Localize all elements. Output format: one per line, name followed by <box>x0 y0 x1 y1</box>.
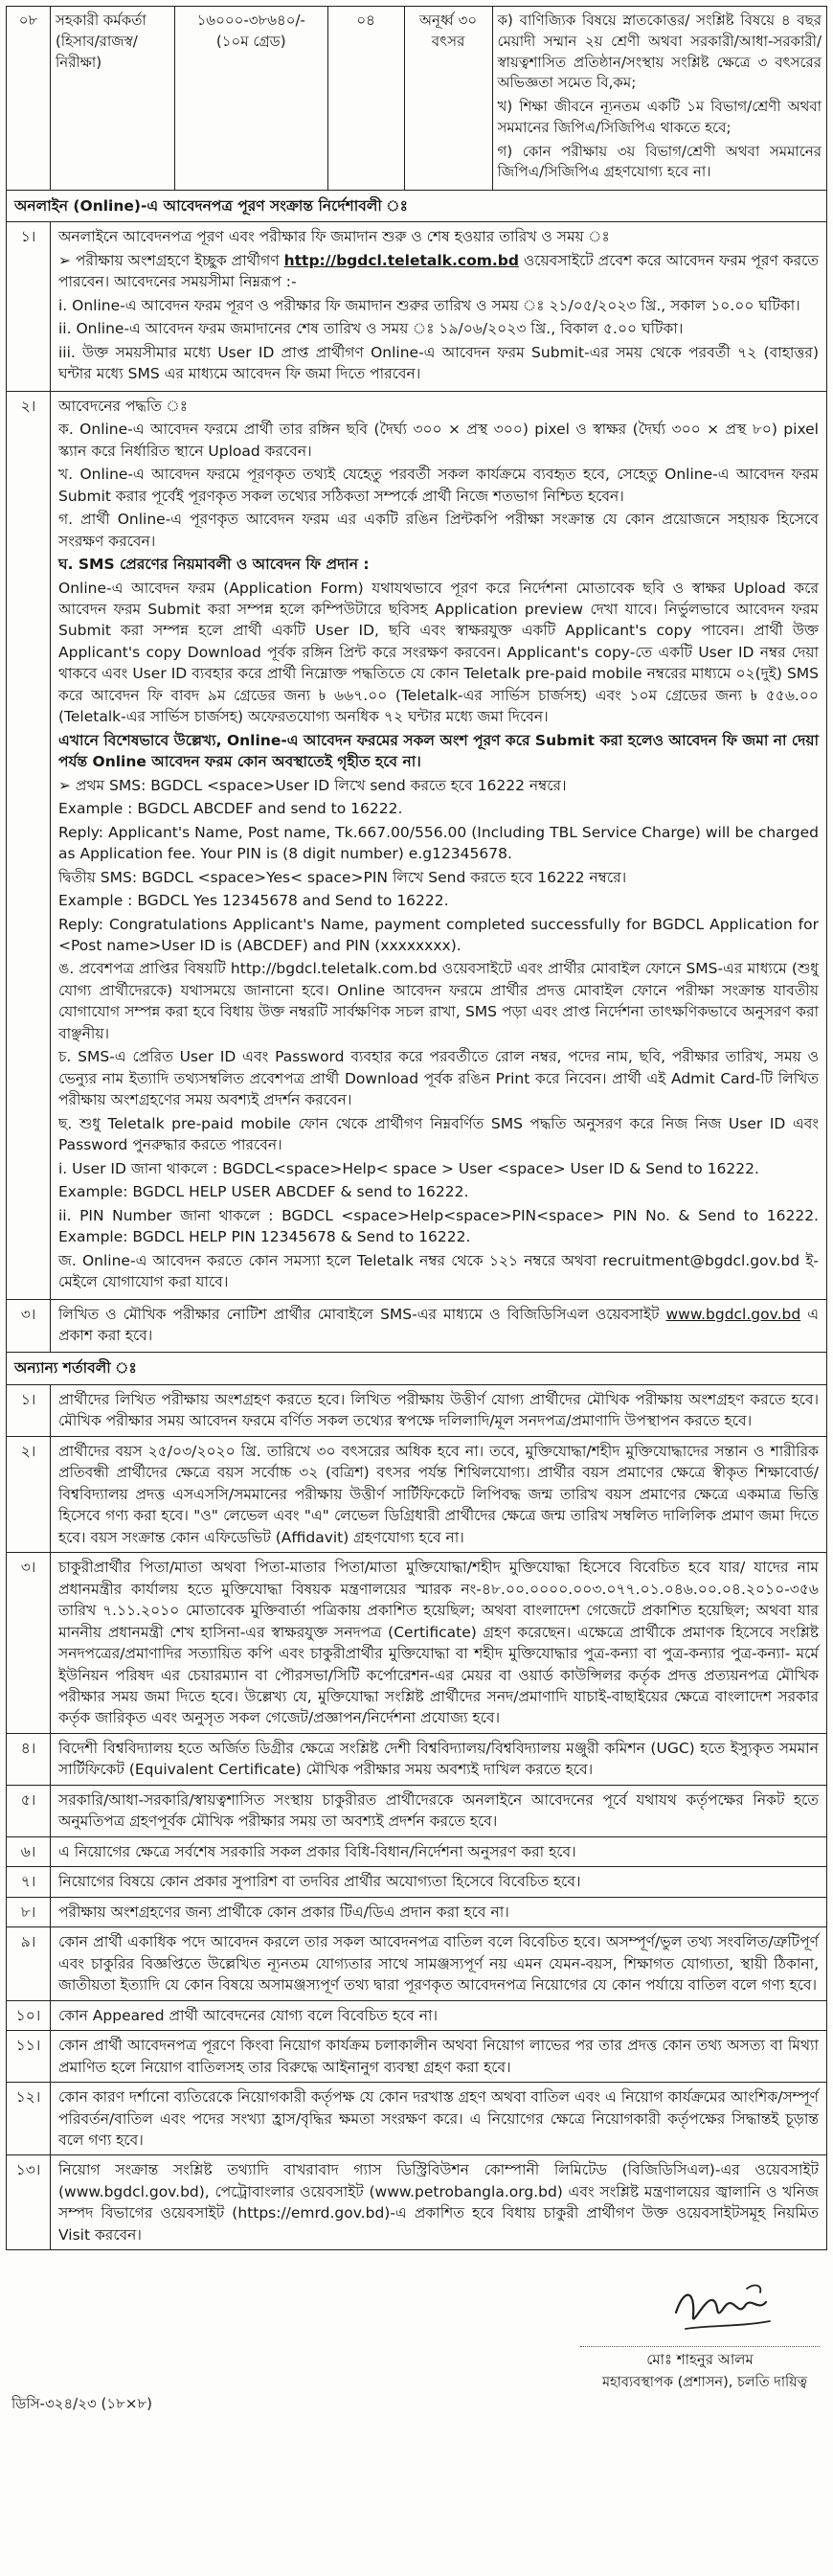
condition-text: কোন Appeared প্রার্থী আবেদনের যোগ্য বলে বিবেচিত হবে না। <box>58 2006 439 2024</box>
instruction-row <box>7 1300 826 1353</box>
age-limit-cell: অনূর্ধ্ব ৩০ বৎসর <box>404 7 492 191</box>
second-sms-reply: Reply: Congratulations Applicant's Name, payment completed successfully for BGDCL Application for <Post name>User ID is (ABCDEF) and PIN (xxxxxxxx). <box>58 915 819 954</box>
condition-text: কোন প্রার্থী আবেদনপত্র পূরণে কিংবা নিয়োগ কার্যক্রম চলাকালীন অথবা নিয়োগ লাভের পর তার প্রদত্ত কোন তথ্য অসত্য বা মিথ্যা প্রমাণিত হলে নিয়োগ বাতিলসহ তার বিরুদ্ধে আইনানুগ ব্যবস্থা গ্রহণ করা হবে। <box>58 2037 819 2076</box>
signature-line <box>580 2346 820 2347</box>
qualification-item: খ) শিক্ষা জীবনে ন্যূনতম একটি ১ম বিভাগ/শ্রেণী অথবা সমমানের জিপিএ/সিজিপিএ থাকতে হবে; <box>497 98 822 136</box>
recover-user-id-example: Example: BGDCL HELP USER ABCDEF & send to 16222. <box>58 1183 469 1201</box>
method-chh: ছ. শুধু Teletalk pre-paid mobile ফোন থেকে প্রার্থীগণ নিম্নবর্ণিত SMS পদ্ধতি অনুসরণ করে নিজ নিজ User ID এবং Password পুনরুদ্ধার করতে পারবেন। <box>58 1114 819 1154</box>
condition-text: কোন প্রার্থী একাধিক পদে আবেদন করলে তার সকল আবেদনপত্র বাতিল বলে বিবেচিত হবে। অসম্পূর্ণ/ভুল তথ্য সংবলিত/ত্রুটিপূর্ণ এবং চাকুরির বিজ্ঞপ্তিতে উল্লেখিত ন্যূনতম যোগ্যতার সাথে সামঞ্জস্যপূর্ণ নয় এমন যেমন-বয়স, শিক্ষাগত যোগ্যতা, স্থায়ী ঠিকানা, জাতীয়তা ইত্যাদি যে কোন বিষয়ে অসামঞ্জস্যপূর্ণ তথ্য দ্বারা পূরণকৃত আবেদনপত্র নিয়োগের যে কোন পর্যায়ে বাতিল বলে গণ্য হবে। <box>58 1933 819 1995</box>
condition-number: ১১। <box>7 2031 51 2082</box>
instruction-body <box>51 392 826 1299</box>
instruction-body <box>51 222 826 390</box>
instruction-row <box>7 222 826 391</box>
condition-number: ১। <box>7 1385 51 1436</box>
condition-number: ৬। <box>7 1837 51 1866</box>
condition-number: ২। <box>7 1437 51 1552</box>
apply-intro-text: ওয়েবসাইটে প্রবেশ করে আবেদন ফরম পূরণ করতে পারবেন। আবেদনের সময়সীমা নিম্নরূপ :- <box>58 251 819 291</box>
condition-number: ১০। <box>7 2001 51 2030</box>
method-j: জ. Online-এ আবেদন করতে কোন সমস্যা হলে Teletalk নম্বর থেকে ১২১ নম্বরে অথবা recruitment@bgdcl.gov.bd ই-মেইলে যোগাযোগ করা যাবে। <box>58 1251 819 1291</box>
post-name-cell: সহকারী কর্মকর্তা (হিসাব/রাজস্ব/ নিরীক্ষা) <box>50 7 174 191</box>
second-sms: দ্বিতীয় SMS: BGDCL <space>Yes< space>PIN লিখে Send করতে হবে 16222 নম্বরে। <box>58 868 627 886</box>
condition-number: ৫। <box>7 1786 51 1836</box>
condition-text: কোন কারণ দর্শানো ব্যতিরেকে নিয়োগকারী কর্তৃপক্ষ যে কোন দরখাস্ত গ্রহণ অথবা বাতিল এবং এ নিয়োগ কার্যক্রমের আংশিক/সম্পূর্ণ পরিবর্তন/বাতিল এবং পদের সংখ্যা হ্রাস/বৃদ্ধির ক্ষমতা সংরক্ষণ করে। এ নিয়োগের ক্ষেত্রে নিয়োগকারী কর্তৃপক্ষের সিদ্ধান্তই চূড়ান্ত বলে গণ্য হবে। <box>58 2088 819 2149</box>
online-instructions <box>6 191 827 1353</box>
second-sms-example: Example : BGDCL Yes 12345678 and Send to 16222. <box>58 892 449 910</box>
apply-intro-text: ➢ পরীক্ষায় অংশগ্রহণে ইচ্ছুক প্রার্থীগণ <box>58 251 284 269</box>
recover-pin: ii. PIN Number জানা থাকলে : BGDCL <space>Help<space>PIN<space> PIN No. & Send to 16222. Example: BGDCL HELP PIN 12345678 & Send to 16222. <box>58 1206 819 1246</box>
item-number: ১। <box>7 222 51 390</box>
table-row <box>7 7 827 191</box>
condition-row <box>7 1898 826 1927</box>
condition-number: ৯। <box>7 1927 51 1999</box>
condition-row <box>7 1734 826 1786</box>
condition-number: ৮। <box>7 1898 51 1926</box>
condition-row <box>7 1437 826 1553</box>
apply-intro <box>58 250 819 293</box>
conditions-list <box>7 1385 826 2249</box>
exam-notice <box>58 1304 819 1347</box>
publication-code: ডিসি-৩২৪/২৩ (১৮×৮) <box>11 2395 152 2413</box>
instruction-row <box>7 392 826 1300</box>
condition-text: নিয়োগের বিষয়ে কোন প্রকার সুপারিশ বা তদবির প্রার্থীর অযোগ্যতা হিসেবে বিবেচিত হবে। <box>58 1873 581 1891</box>
condition-row <box>7 2001 826 2031</box>
condition-number: ৭। <box>7 1867 51 1896</box>
first-sms-example: Example : BGDCL ABCDEF and send to 16222. <box>58 800 403 818</box>
signatory-name: মোঃ শাহনুর আলম <box>646 2351 754 2369</box>
condition-row <box>7 1553 826 1734</box>
serial-cell: ০৮ <box>7 7 51 191</box>
other-conditions <box>6 1353 827 2250</box>
exam-notice-text: লিখিত ও মৌখিক পরীক্ষার নোটিশ প্রার্থীর মোবাইলে SMS-এর মাধ্যমে ও বিজিডিসিএল ওয়েবসাইট <box>58 1305 666 1323</box>
method-heading: আবেদনের পদ্ধতি ঃ <box>58 397 189 415</box>
first-sms: ➢ প্রথম SMS: BGDCL <space>User ID লিখে send করতে হবে 16222 নম্বরে। <box>58 776 567 794</box>
condition-row <box>7 1927 826 2000</box>
condition-row <box>7 2031 826 2083</box>
condition-text: সরকারি/আধা-সরকারি/স্বায়ত্বশাসিত সংস্থায় চাকুরীরত প্রার্থীদেরকে অনলাইনে আবেদনের পূর্বে যথাযথ কর্তৃপক্ষের নিকট হতে অনুমতিপত্র গ্রহণপূর্বক মৌখিক পরীক্ষার সময় তা অবশ্যই প্রদর্শন করতে হবে। <box>58 1790 819 1831</box>
condition-row <box>7 1867 826 1897</box>
qualification-item: গ) কোন পরীক্ষায় ৩য় বিভাগ/শ্রেণী অথবা সমমানের জিপিএ/সিজিপিএ গ্রহণযোগ্য হবে না। <box>497 142 822 181</box>
sms-rules-body: Online-এ আবেদন ফরম (Application Form) যথাযথভাবে পূরণ করে নির্দেশনা মোতাবেক ছবি ও স্বাক্ষর Upload করে আবেদন ফরম Submit করা সম্পন্ন হলে কম্পিউটারে ছবিসহ Application preview দেখা যাবে। নির্ভুলভাবে আবেদন ফরম Submit করা সম্পন্ন হলে প্রার্থী একটি User ID, ছবি এবং স্বাক্ষরযুক্ত একটি Applicant's copy পাবেন। প্রার্থী উক্ত Applicant's copy Download পূর্বক রঙ্গিন প্রিন্ট করে সংরক্ষণ করবেন। Applicant's copy-তে একটি User ID নম্বর দেয়া থাকবে এবং User ID ব্যবহার করে প্রার্থী নিম্নোক্ত পদ্ধতিতে যে কোন Teletalk pre-paid mobile নম্বরের মাধ্যমে ০২(দুই) SMS করে আবেদন ফি বাবদ ৯ম গ্রেডের জন্য ৳ ৬৬৭.০০ (Teletalk-এর সার্ভিস চার্জসহ) এবং ১০ম গ্রেডের জন্য ৳ ৫৫৬.০০ (Teletalk-এর সার্ভিস চার্জসহ) অফেরতযোগ্য অনধিক ৭২ ঘন্টার মধ্যে জমা দিবেন। <box>58 579 819 726</box>
condition-row <box>7 2083 826 2155</box>
bgdcl-website-link[interactable]: www.bgdcl.gov.bd <box>665 1305 801 1323</box>
condition-row <box>7 2155 826 2249</box>
method-ch: চ. SMS-এ প্রেরিত User ID এবং Password ব্যবহার করে পরবর্তীতে রোল নম্বর, পদের নাম, ছবি, পরীক্ষার তারিখ, সময় ও ভেন্যুর নাম ইত্যাদি তথ্যসম্বলিত প্রবেশপত্র প্রার্থী Download পূর্বক রঙিন Print করে নিবেন। প্রার্থী এই Admit Card-টি লিখিত পরীক্ষায় অংশগ্রহণের সময় অবশ্যই প্রদর্শন করবেন। <box>58 1048 819 1109</box>
other-conditions-title: অন্যান্য শর্তাবলী ঃ <box>7 1353 826 1384</box>
condition-number: ৩। <box>7 1553 51 1733</box>
condition-text: বিদেশী বিশ্ববিদ্যালয় হতে অর্জিত ডিগ্রীর ক্ষেত্রে সংশ্লিষ্ট দেশী বিশ্ববিদ্যালয়/বিশ্ববিদ্যালয় মঞ্জুরী কমিশন (UGC) হতে ইস্যুকৃত সমমান সার্টিফিকেট (Equivalent Certificate) মৌখিক পরীক্ষার সময় অবশ্যই দাখিল করতে হবে। <box>58 1739 819 1779</box>
exam-notice-text: এ প্রকাশ করা হবে। <box>58 1305 820 1344</box>
qualification-cell <box>492 7 826 191</box>
condition-text: পরীক্ষায় অংশগ্রহণের জন্য প্রার্থীকে কোন প্রকার টিএ/ডিএ প্রদান করা হবে না। <box>58 1903 509 1921</box>
condition-number: ১৩। <box>7 2155 51 2249</box>
item-number: ২। <box>7 392 51 1299</box>
teletalk-link[interactable]: http://bgdcl.teletalk.com.bd <box>283 251 519 269</box>
method-kh: খ. Online-এ আবেদন ফরমে পূরণকৃত তথ্যই যেহেতু পরবর্তী সকল কার্যক্রমে ব্যবহৃত হবে, সেহেতু Online-এ আবেদন ফরম Submit করার পূর্বেই পূরণকৃত সকল তথ্যের সঠিকতা সম্পর্কে প্রার্থী নিজে শতভাগ নিশ্চিত হবেন। <box>58 466 819 505</box>
fee-notice: এখানে বিশেষভাবে উল্লেখ্য, Online-এ আবেদন ফরমের সকল অংশ পূরণ করে Submit করা হলেও আবেদন ফি জমা না দেয়া পর্যন্ত Online আবেদন ফরম কোন অবস্থাতেই গৃহীত হবে না। <box>58 731 819 771</box>
method-u: ঙ. প্রবেশপত্র প্রাপ্তির বিষয়টি http://bgdcl.teletalk.com.bd ওয়েবসাইটে এবং প্রার্থীর মোবাইল ফোনে SMS-এর মাধ্যমে (শুধু যোগ্য প্রার্থীদেরকে) যথাসময়ে জানানো হবে। Online আবেদন ফরমে প্রার্থীর প্রদত্ত মোবাইল ফোনে পরীক্ষা সংক্রান্ত যাবতীয় যোগাযোগ সম্পন্ন করা হবে বিধায় উক্ত নম্বরটি সার্বক্ষণিক সচল রাখা, SMS পড়া এবং প্রাপ্ত নির্দেশনা তাৎক্ষণিকভাবে অনুসরণ করা বাঞ্ছনীয়। <box>58 960 819 1042</box>
condition-text: চাকুরীপ্রার্থীর পিতা/মাতা অথবা পিতা-মাতার পিতা/মাতা মুক্তিযোদ্ধা/শহীদ মুক্তিযোদ্ধা হিসেবে বিবেচিত হবে যার/ যাদের নাম প্রধানমন্ত্রীর কার্যালয় হতে মুক্তিযোদ্ধা বিষয়ক মন্ত্রণালয়ের স্মারক নং-৪৮.০০.০০০০.০০৩.০৭৭.০১.০৪৬.০০.০৪.২০১০-৩৫৬ তারিখ ৭.১১.২০১০ মোতাবেক মুক্তিবার্তা পত্রিকায় প্রকাশিত হয়েছিল; অথবা বাংলাদেশ গেজেটে প্রকাশিত হয়েছিল; অথবা যার মাননীয় প্রধানমন্ত্রী শেখ হাসিনা-এর স্বাক্ষরযুক্ত সনদপত্র (Certificate) গ্রহণ করেছেন। এক্ষেত্রে প্রার্থীকে প্রমাণক হিসেবে সংশ্লিষ্ট সনদপত্রের/প্রমাণাদির সত্যায়িত কপি এবং চাকুরীপ্রার্থীর মুক্তিযোদ্ধা বা শহীদ মুক্তিযোদ্ধার পুত্র-কন্যা বা পুত্র-কন্যার পুত্র-কন্যা- মর্মে ইউনিয়ন পরিষদ এর চেয়ারম্যান বা পৌরসভা/সিটি কর্পোরেশন-এর মেয়র বা ওয়ার্ড কাউন্সিলর কর্তৃক প্রদত্ত প্রত্যয়নপত্র মৌখিক পরীক্ষার সময় জমা দিতে হবে। উল্লেখ্য যে, মুক্তিযোদ্ধা সংশ্লিষ্ট প্রার্থীদের সনদ/প্রমাণাদি যাচাই-বাছাইয়ের ক্ষেত্রে বাংলাদেশ সরকার কর্তৃক জারিকৃত এবং অনুসৃত সকল গেজেট/প্রজ্ঞাপন/নির্দেশনা প্রযোজ্য হবে। <box>58 1559 819 1727</box>
method-g: গ. প্রার্থী Online-এ পূরণকৃত আবেদন ফরম এর একটি রঙিন প্রিন্টকপি পরীক্ষা সংক্রান্ত যে কোন প্রয়োজনে সহায়ক হিসেবে সংরক্ষণ করবেন। <box>58 511 819 550</box>
sms-rules-heading: ঘ. SMS প্রেরণের নিয়মাবলী ও আবেদন ফি প্রদান : <box>58 556 370 574</box>
handwritten-signature <box>666 2269 781 2346</box>
schedule-fee: iii. উক্ত সময়সীমার মধ্যে User ID প্রাপ্ত প্রার্থীগণ Online-এ আবেদন ফরম Submit-এর সময় থেকে পরবর্তী ৭২ (বাহাত্তর) ঘন্টার মধ্যে SMS এর মাধ্যমে আবেদন ফি জমা দিতে পারবেন। <box>58 343 819 383</box>
condition-text: এ নিয়োগের ক্ষেত্রে সর্বশেষ সরকারি সকল প্রকার বিধি-বিধান/নির্দেশনা অনুসরণ করা হবে। <box>58 1842 576 1860</box>
schedule-start: i. Online-এ আবেদন ফরম পূরণ ও পরীক্ষার ফি জমাদান শুরুর তারিখ ও সময় ঃ ২১/০৫/২০২৩ খ্রি., সকাল ১০.০০ ঘটিকা। <box>58 296 800 314</box>
condition-number: ৪। <box>7 1734 51 1785</box>
method-k: ক. Online-এ আবেদন ফরমে প্রার্থী তার রঙ্গিন ছবি (দৈর্ঘ্য ৩০০ × প্রস্থ ৩০০) pixel ও স্বাক্ষর (দৈর্ঘ্য ৩০০ × প্রস্থ ৮০) pixel স্ক্যান করে নির্ধারিত স্থানে Upload করবেন। <box>58 421 819 460</box>
condition-row <box>7 1786 826 1837</box>
post-count-cell: ০৪ <box>327 7 404 191</box>
condition-text: প্রার্থীদের লিখিত পরীক্ষায় অংশগ্রহণ করতে হবে। লিখিত পরীক্ষায় উত্তীর্ণ যোগ্য প্রার্থীদের মৌখিক পরীক্ষায় অংশগ্রহণ করতে হবে। মৌখিক পরীক্ষার সময় আবেদন ফরমে বর্ণিত সকল তথ্যের স্বপক্ষে দলিলাদি/মূল সনদপত্র/প্রমাণাদি উপস্থাপন করতে হবে। <box>58 1390 819 1430</box>
item-number: ৩। <box>7 1300 51 1353</box>
qualification-item: ক) বাণিজ্যিক বিষয়ে স্নাতকোত্তর/ সংশ্লিষ্ট বিষয়ে ৪ বছর মেয়াদী সম্মান ২য় শ্রেণী অথবা সরকারী/আধা-সরকারী/স্বায়ত্বশাসিত প্রতিষ্ঠান/সংস্থায় সংশ্লিষ্ট ক্ষেত্রে ৩ বৎসরের অভিজ্ঞতা সমেত বি,কম; <box>497 11 822 92</box>
condition-text: প্রার্থীদের বয়স ২৫/০৩/২০২০ খ্রি. তারিখে ৩০ বৎসরের অধিক হবে না। তবে, মুক্তিযোদ্ধা/শহীদ মুক্তিযোদ্ধাদের সন্তান ও শারীরিক প্রতিবন্ধী প্রার্থীদের ক্ষেত্রে বয়স সর্বোচ্চ ৩২ (বত্রিশ) বৎসর পর্যন্ত শিথিলযোগ্য। প্রার্থীর বয়স প্রমাণের ক্ষেত্রে স্বীকৃত শিক্ষাবোর্ড/বিশ্ববিদ্যালয় প্রদত্ত এসএসসি/সমমানের পরীক্ষায় উত্তীর্ণ সার্টিফিকেটে লিপিবদ্ধ জন্ম তারিখ বয়স প্রমাণের ক্ষেত্রে একমাত্র ভিত্তি হিসেবে গণ্য করা হবে। "ও" লেভেল এবং "এ" লেভেল ডিগ্রিধারী প্রার্থীদের ক্ষেত্রে জন্ম তারিখ সম্বলিত দালিলিক প্রমাণ জমা দিতে হবে। বয়স সংক্রান্ত কোন এফিডেভিট (Affidavit) গ্রহণযোগ্য হবে না। <box>58 1442 819 1546</box>
recover-user-id: i. User ID জানা থাকলে : BGDCL<space>Help< space > User <space> User ID & Send to 16222. <box>58 1159 759 1177</box>
signature-block <box>6 2250 827 2423</box>
pay-scale-cell: ১৬০০০-৩৮৬৪০/- (১০ম গ্রেড) <box>174 7 327 191</box>
online-instructions-title: অনলাইন (Online)-এ আবেদনপত্র পূরণ সংক্রান্ত নির্দেশাবলী ঃ <box>7 191 826 222</box>
condition-row <box>7 1837 826 1867</box>
signatory-title: মহাব্যবস্থাপক (প্রশাসন), চলতি দায়িত্ব <box>601 2375 808 2391</box>
condition-number: ১২। <box>7 2083 51 2154</box>
instruction-body <box>51 1300 826 1353</box>
condition-text: নিয়োগ সংক্রান্ত সংশ্লিষ্ট তথ্যাদি বাখরাবাদ গ্যাস ডিস্ট্রিবিউশন কোম্পানী লিমিটেড (বিজিডিসিএল)-এর ওয়েবসাইট (www.bgdcl.gov.bd), পেট্রোবাংলার ওয়েবসাইট (www.petrobangla.org.bd) এবং সংশ্লিষ্ট মন্ত্রণালয়ের জ্বালানি ও খনিজ সম্পদ বিভাগের ওয়েবসাইট (https://emrd.gov.bd)-এ প্রকাশিত হবে বিধায় চাকুরী প্রার্থীগণ উক্ত ওয়েবসাইটসমূহ নিয়মিত Visit করবেন। <box>58 2161 819 2244</box>
schedule-end: ii. Online-এ আবেদন ফরম জমাদানের শেষ তারিখ ও সময় ঃ ১৯/০৬/২০২৩ খ্রি., বিকাল ৫.০০ ঘটিকা। <box>58 320 684 338</box>
post-table <box>6 6 827 191</box>
schedule-heading: অনলাইনে আবেদনপত্র পূরণ এবং পরীক্ষার ফি জমাদান শুরু ও শেষ হওয়ার তারিখ ও সময় ঃ <box>58 228 610 246</box>
first-sms-reply: Reply: Applicant's Name, Post name, Tk.667.00/556.00 (Including TBL Service Charge) will be charged as Application fee. Your PIN is (8 digit number) e.g12345678. <box>58 823 819 863</box>
condition-row <box>7 1385 826 1437</box>
